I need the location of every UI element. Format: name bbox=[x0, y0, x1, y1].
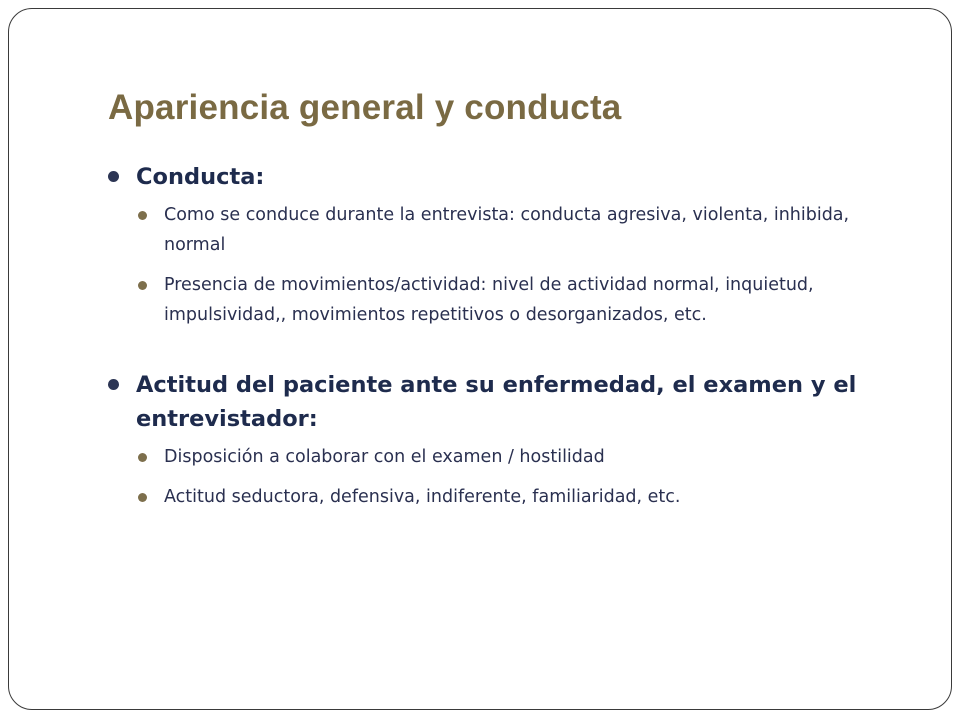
sub-bullet-text: Presencia de movimientos/actividad: nivel de actividad normal, inquietud, impulsividad,, movimientos repetitivos o desorganizados, etc. bbox=[164, 275, 814, 325]
bullet-dot-icon bbox=[108, 379, 119, 390]
bullet-dot-icon bbox=[108, 171, 119, 182]
sub-bullet-item bbox=[136, 200, 908, 260]
bullet-dot-icon bbox=[138, 493, 147, 502]
sub-bullet-text: Como se conduce durante la entrevista: conducta agresiva, violenta, inhibida, normal bbox=[164, 205, 850, 255]
sub-bullet-text: Disposición a colaborar con el examen / hostilidad bbox=[164, 447, 605, 467]
slide-title: Apariencia general y conducta bbox=[108, 88, 622, 127]
sub-bullet-item bbox=[136, 442, 908, 472]
sub-bullet-item bbox=[136, 482, 908, 512]
bullet-dot-icon bbox=[138, 211, 147, 220]
sub-bullet-list bbox=[136, 442, 908, 512]
section-actitud bbox=[108, 368, 908, 512]
section-conducta bbox=[108, 160, 908, 330]
slide-content bbox=[108, 160, 908, 522]
section-heading: Actitud del paciente ante su enfermedad, el examen y el entrevistador: bbox=[136, 372, 857, 432]
bullet-dot-icon bbox=[138, 453, 147, 462]
sub-bullet-item bbox=[136, 270, 908, 330]
sub-bullet-text: Actitud seductora, defensiva, indiferente, familiaridad, etc. bbox=[164, 487, 681, 507]
section-heading: Conducta: bbox=[136, 164, 265, 190]
sub-bullet-list bbox=[136, 200, 908, 330]
bullet-dot-icon bbox=[138, 281, 147, 290]
